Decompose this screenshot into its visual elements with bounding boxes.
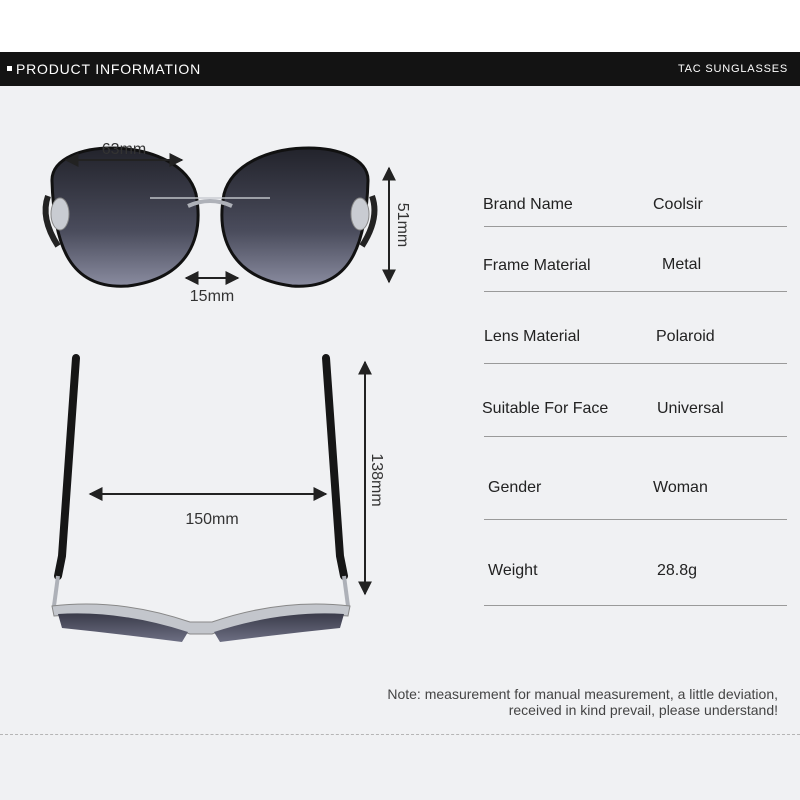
spec-value: Coolsir: [653, 196, 703, 213]
spec-value: Universal: [657, 400, 724, 417]
product-info-header: [0, 52, 800, 86]
bottom-divider: [0, 734, 800, 735]
spec-label: Frame Material: [483, 257, 591, 274]
temple-length-label: 138mm: [368, 453, 385, 507]
bridge-label: 15mm: [189, 288, 235, 305]
top-margin: [0, 0, 800, 52]
spec-row: [484, 172, 787, 227]
spec-row: [484, 364, 787, 437]
sunglasses-front-view-icon: [46, 148, 375, 286]
lens-width-label: 63mm: [101, 141, 147, 158]
note-line: Note: measurement for manual measurement, a little deviation,: [387, 686, 778, 702]
spec-value: 28.8g: [657, 562, 698, 579]
spec-label: Gender: [488, 479, 542, 496]
spec-value: Woman: [653, 479, 708, 496]
spec-row: [484, 292, 787, 364]
header-subtitle: TAC SUNGLASSES: [677, 63, 788, 75]
spec-value: Polaroid: [656, 328, 715, 345]
note-line: received in kind prevail, please understand!: [508, 702, 778, 718]
frame-width-label: 150mm: [185, 511, 239, 528]
spec-label: Weight: [488, 562, 538, 579]
sunglasses-top-view-icon: [52, 358, 350, 642]
product-panel: [0, 86, 800, 800]
spec-value: Metal: [662, 256, 702, 273]
spec-row: [484, 227, 787, 292]
measurement-note: [387, 686, 778, 718]
header-bullet-icon: [7, 66, 12, 71]
header-title: PRODUCT INFORMATION: [16, 61, 202, 77]
dimension-figure: [0, 86, 460, 646]
spec-row: [484, 520, 787, 606]
lens-height-label: 51mm: [394, 202, 411, 248]
spec-label: Suitable For Face: [482, 400, 609, 417]
spec-row: [484, 437, 787, 520]
spec-label: Brand Name: [483, 196, 573, 213]
spec-label: Lens Material: [484, 328, 581, 345]
